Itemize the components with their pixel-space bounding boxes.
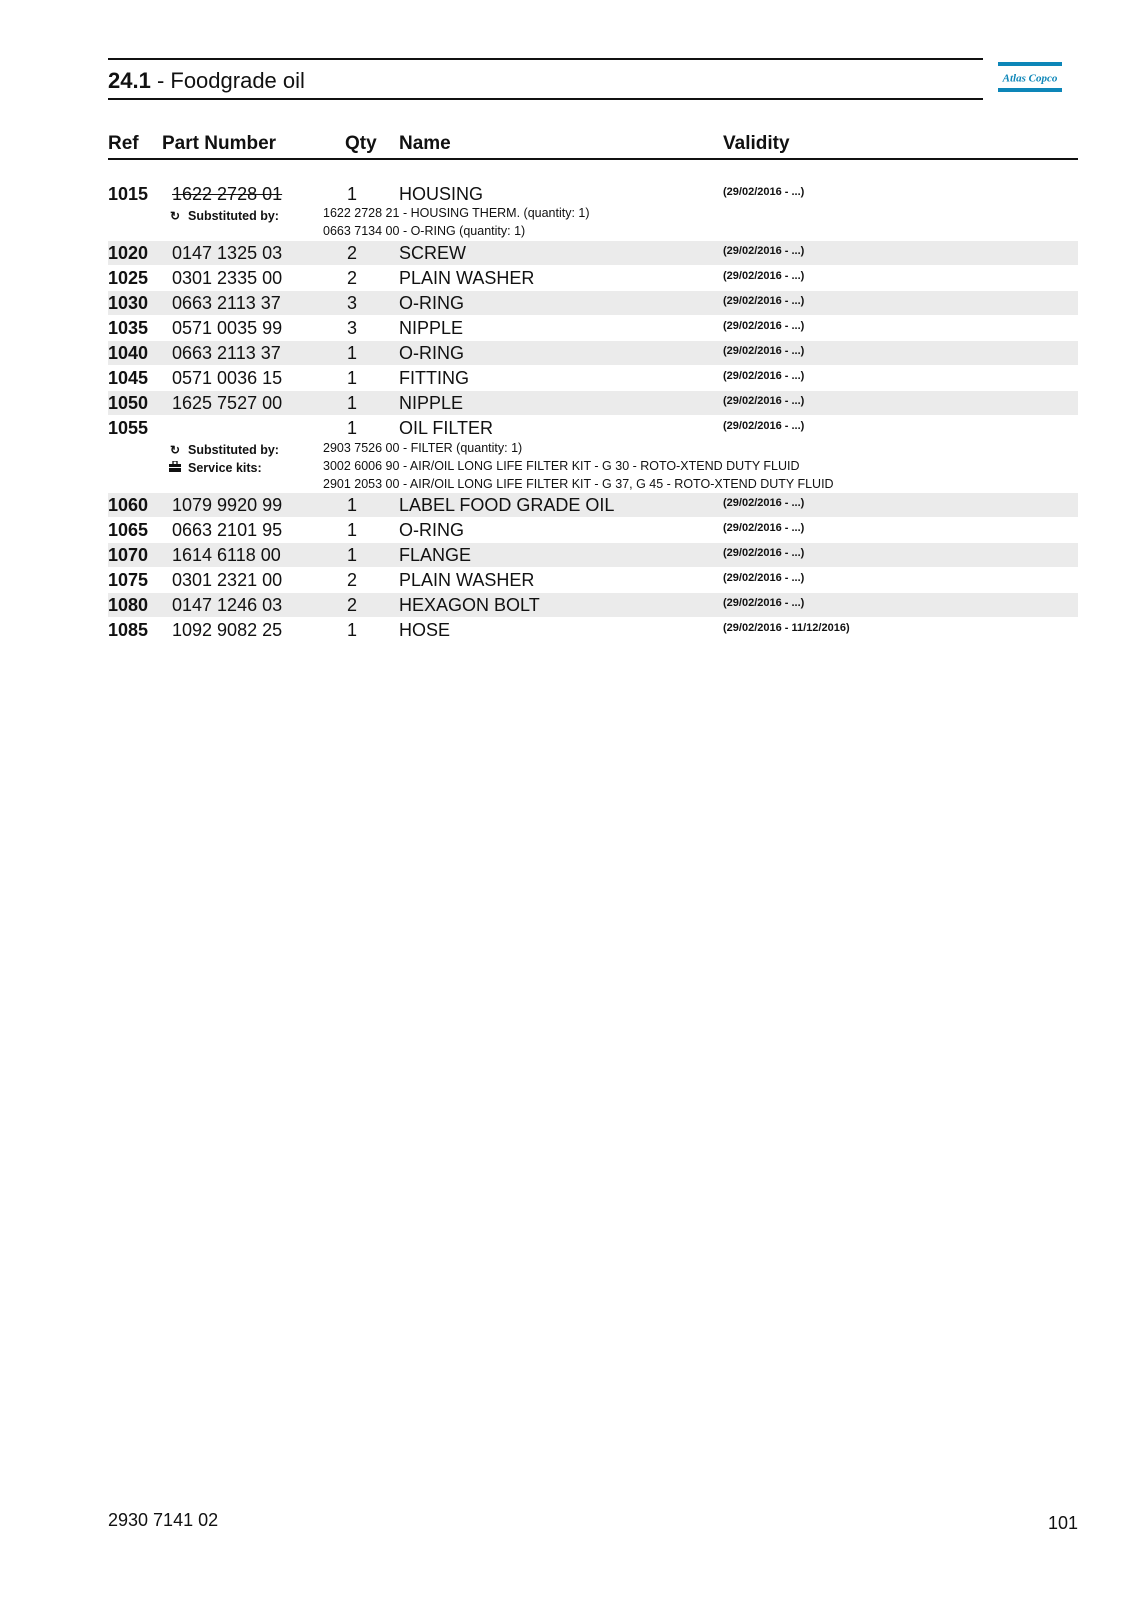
name-cell: FLANGE <box>399 545 472 565</box>
table-row <box>108 391 1078 415</box>
ref-cell: 1015 <box>108 184 149 204</box>
section-title: - Foodgrade oil <box>150 68 305 93</box>
validity-cell: (29/02/2016 - ...) <box>723 597 805 609</box>
ref-cell: 1040 <box>108 343 149 363</box>
column-header-qty: Qty <box>345 133 377 154</box>
part-number-cell: 0147 1325 03 <box>172 243 283 263</box>
table-row <box>108 366 1078 390</box>
table-row <box>108 618 1078 642</box>
substitution-note: 0663 7134 00 - O-RING (quantity: 1) <box>323 224 526 238</box>
name-cell: LABEL FOOD GRADE OIL <box>399 495 615 515</box>
ref-cell: 1050 <box>108 393 149 413</box>
table-row <box>108 341 1078 365</box>
validity-cell: (29/02/2016 - ...) <box>723 572 805 584</box>
validity-cell: (29/02/2016 - ...) <box>723 395 805 407</box>
page-number: 101 <box>1047 1513 1078 1533</box>
toolbox-icon <box>168 461 182 475</box>
name-cell: OIL FILTER <box>399 418 494 438</box>
table-row <box>108 568 1078 592</box>
column-header-validity: Validity <box>723 133 790 154</box>
validity-cell: (29/02/2016 - ...) <box>723 370 805 382</box>
section-number: 24.1 <box>108 68 151 93</box>
qty-cell: 1 <box>346 620 357 640</box>
qty-cell: 3 <box>346 293 357 313</box>
table-row <box>108 182 1078 206</box>
column-header-ref: Ref <box>108 133 139 154</box>
validity-cell: (29/02/2016 - ...) <box>723 547 805 559</box>
name-cell: O-RING <box>399 293 464 313</box>
part-number-cell: 1079 9920 99 <box>172 495 283 515</box>
ref-cell: 1045 <box>108 368 149 388</box>
service-kit-note: 2901 2053 00 - AIR/OIL LONG LIFE FILTER KIT - G 37, G 45 - ROTO-XTEND DUTY FLUID <box>323 477 834 491</box>
name-cell: O-RING <box>399 343 464 363</box>
qty-cell: 1 <box>346 545 357 565</box>
column-header-name: Name <box>399 133 451 154</box>
refresh-icon: ↻ <box>169 443 181 457</box>
ref-cell: 1030 <box>108 293 149 313</box>
page-title <box>108 68 305 94</box>
part-number-cell: 1092 9082 25 <box>172 620 283 640</box>
substituted-by-label: ↻ Substituted by: <box>169 443 279 457</box>
part-number-cell: 0301 2321 00 <box>172 570 283 590</box>
atlas-copco-logo <box>998 62 1062 92</box>
qty-cell: 2 <box>346 570 357 590</box>
name-cell: SCREW <box>399 243 466 263</box>
validity-cell: (29/02/2016 - ...) <box>723 345 805 357</box>
service-kit-note: 3002 6006 90 - AIR/OIL LONG LIFE FILTER KIT - G 30 - ROTO-XTEND DUTY FLUID <box>323 459 800 473</box>
qty-cell: 1 <box>346 343 357 363</box>
name-cell: FITTING <box>399 368 469 388</box>
name-cell: HOSE <box>399 620 451 640</box>
validity-cell: (29/02/2016 - ...) <box>723 320 805 332</box>
validity-cell: (29/02/2016 - ...) <box>723 270 805 282</box>
part-number-cell: 0147 1246 03 <box>172 595 283 615</box>
svg-text:Atlas Copco: Atlas Copco <box>1002 72 1058 85</box>
service-kits-label: Service kits: <box>168 461 262 475</box>
ref-cell: 1025 <box>108 268 149 288</box>
part-number-cell: 1622 2728 01 <box>172 184 283 204</box>
section-header <box>108 58 983 100</box>
name-cell: O-RING <box>399 520 464 540</box>
ref-cell: 1075 <box>108 570 149 590</box>
ref-cell: 1035 <box>108 318 149 338</box>
qty-cell: 1 <box>346 368 357 388</box>
validity-cell: (29/02/2016 - ...) <box>723 522 805 534</box>
name-cell: HEXAGON BOLT <box>399 595 540 615</box>
name-cell: HOUSING <box>399 184 484 204</box>
table-row <box>108 266 1078 290</box>
ref-cell: 1065 <box>108 520 149 540</box>
qty-cell: 2 <box>346 243 357 263</box>
qty-cell: 1 <box>346 520 357 540</box>
table-row <box>108 416 1078 440</box>
qty-cell: 1 <box>346 418 357 438</box>
qty-cell: 1 <box>346 184 357 204</box>
substitution-note: 1622 2728 21 - HOUSING THERM. (quantity: 1) <box>323 206 590 220</box>
part-number-cell: 1625 7527 00 <box>172 393 283 413</box>
name-cell: PLAIN WASHER <box>399 570 535 590</box>
validity-cell: (29/02/2016 - ...) <box>723 497 805 509</box>
validity-cell: (29/02/2016 - ...) <box>723 186 805 198</box>
name-cell: NIPPLE <box>399 393 464 413</box>
header-divider <box>108 158 1078 160</box>
ref-cell: 1020 <box>108 243 149 263</box>
validity-cell: (29/02/2016 - ...) <box>723 295 805 307</box>
table-row <box>108 316 1078 340</box>
validity-cell: (29/02/2016 - ...) <box>723 420 805 432</box>
table-row <box>108 291 1078 315</box>
part-number-cell: 0663 2113 37 <box>172 343 281 363</box>
part-number-cell: 0301 2335 00 <box>172 268 283 288</box>
qty-cell: 2 <box>346 595 357 615</box>
document-number: 2930 7141 02 <box>108 1510 219 1530</box>
qty-cell: 1 <box>346 495 357 515</box>
refresh-icon: ↻ <box>169 209 181 223</box>
qty-cell: 2 <box>346 268 357 288</box>
qty-cell: 1 <box>346 393 357 413</box>
table-row <box>108 593 1078 617</box>
validity-cell: (29/02/2016 - 11/12/2016) <box>723 622 850 634</box>
part-number-cell: 0571 0035 99 <box>172 318 283 338</box>
substitution-note: 2903 7526 00 - FILTER (quantity: 1) <box>323 441 523 455</box>
part-number-cell: 0663 2113 37 <box>172 293 281 313</box>
validity-cell: (29/02/2016 - ...) <box>723 245 805 257</box>
part-number-cell: 0663 2101 95 <box>172 520 283 540</box>
part-number-cell: 0571 0036 15 <box>172 368 283 388</box>
ref-cell: 1070 <box>108 545 149 565</box>
qty-cell: 3 <box>346 318 357 338</box>
ref-cell: 1060 <box>108 495 149 515</box>
ref-cell: 1085 <box>108 620 149 640</box>
ref-cell: 1055 <box>108 418 149 438</box>
ref-cell: 1080 <box>108 595 149 615</box>
name-cell: PLAIN WASHER <box>399 268 535 288</box>
table-row <box>108 518 1078 542</box>
name-cell: NIPPLE <box>399 318 464 338</box>
part-number-cell: 1614 6118 00 <box>172 545 281 565</box>
table-row <box>108 543 1078 567</box>
substituted-by-label: ↻ Substituted by: <box>169 209 279 223</box>
column-header-part-number: Part Number <box>162 133 277 154</box>
table-row <box>108 241 1078 265</box>
table-row <box>108 493 1078 517</box>
